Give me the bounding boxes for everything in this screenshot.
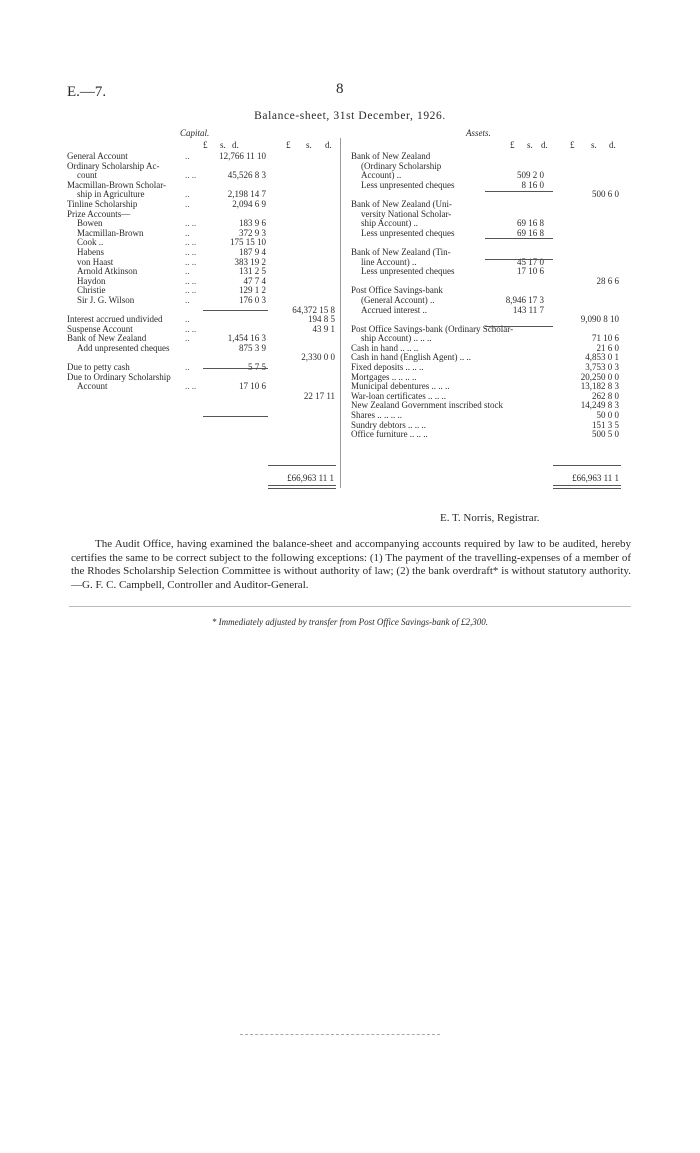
capital-row bbox=[67, 210, 337, 220]
assets-row-outer-amount: 71 10 6 bbox=[592, 333, 619, 344]
capital-row-label: Sir J. G. Wilson bbox=[77, 294, 135, 305]
capital-row-inner-amount: 2,198 14 7 bbox=[227, 189, 266, 200]
assets-row-label: ship Account) .. bbox=[361, 218, 418, 229]
assets-row-outer-amount: 9,090 8 10 bbox=[580, 314, 619, 325]
capital-row-leader: .. .. bbox=[185, 275, 197, 286]
capital-row-inner-amount: 183 9 6 bbox=[239, 218, 266, 229]
capital-row-inner-amount: 2,094 6 9 bbox=[232, 198, 266, 209]
audit-certificate bbox=[71, 538, 631, 592]
capital-due-rule bbox=[203, 416, 268, 417]
assets-row-outer-amount: 500 5 0 bbox=[592, 429, 619, 440]
assets-row-label: Accrued interest .. bbox=[361, 304, 427, 315]
column-divider bbox=[340, 138, 341, 488]
assets-row-outer-amount: 20,250 0 0 bbox=[580, 371, 619, 382]
capital-row-inner-amount: 17 10 6 bbox=[239, 381, 266, 392]
capital-row-label: Arnold Atkinson bbox=[77, 266, 138, 277]
assets-total-double-rule bbox=[553, 485, 621, 489]
assets-col-pounds-2: £ bbox=[570, 140, 575, 150]
assets-heading: Assets. bbox=[466, 128, 491, 138]
capital-col-shillings-2: s. bbox=[306, 140, 312, 150]
capital-row-label: Due to petty cash bbox=[67, 362, 130, 373]
assets-row-label: Municipal debentures .. .. .. bbox=[351, 381, 450, 392]
assets-row-inner-amount: 45 17 0 bbox=[517, 256, 544, 267]
capital-row-outer-amount: 22 17 11 bbox=[303, 390, 335, 401]
assets-row-label: versity National Scholar- bbox=[361, 208, 452, 219]
capital-row-leader: .. bbox=[185, 314, 190, 325]
capital-row bbox=[67, 382, 337, 392]
assets-row-inner-amount: 69 16 8 bbox=[517, 218, 544, 229]
capital-row-leader: .. bbox=[185, 227, 190, 238]
assets-row-label: Mortgages .. .. .. .. bbox=[351, 371, 417, 382]
assets-col-pence-1: d. bbox=[541, 140, 548, 150]
assets-table bbox=[351, 152, 621, 440]
capital-row-label: Habens bbox=[77, 246, 104, 257]
assets-row bbox=[351, 229, 621, 239]
capital-row-inner-amount: 383 19 2 bbox=[234, 256, 266, 267]
assets-row-label: Office furniture .. .. .. bbox=[351, 429, 428, 440]
assets-row-label: Less unpresented cheques bbox=[361, 266, 455, 277]
page-end-rule bbox=[240, 1034, 440, 1035]
assets-row-label: line Account) .. bbox=[361, 256, 417, 267]
assets-row bbox=[351, 181, 621, 191]
capital-row-inner-amount: 12,766 11 10 bbox=[219, 151, 266, 161]
assets-row-label: Bank of New Zealand (Tin- bbox=[351, 246, 451, 257]
capital-total: £66,963 11 1 bbox=[287, 473, 334, 483]
capital-row-leader: .. bbox=[185, 266, 190, 277]
capital-heading: Capital. bbox=[180, 128, 210, 138]
capital-row-label: count bbox=[77, 170, 97, 181]
assets-row-outer-amount: 21 6 0 bbox=[596, 342, 619, 353]
assets-row-inner-amount: 509 2 0 bbox=[517, 170, 544, 181]
assets-row-label: War-loan certificates .. .. .. bbox=[351, 390, 447, 401]
assets-row-label: Post Office Savings-bank (Ordinary Scholar- bbox=[351, 323, 514, 334]
capital-row-label: Add unpresented cheques bbox=[77, 342, 170, 353]
assets-row-inner-amount: 8 16 0 bbox=[521, 179, 544, 190]
assets-row bbox=[351, 267, 621, 277]
capital-row-label: Ordinary Scholarship Ac- bbox=[67, 160, 160, 171]
footnote-rule bbox=[69, 606, 631, 607]
capital-row-inner-amount: 1,454 16 3 bbox=[227, 333, 266, 344]
capital-row-leader: .. bbox=[185, 198, 190, 209]
capital-row-label: Tinline Scholarship bbox=[67, 198, 138, 209]
capital-total-double-rule bbox=[268, 485, 336, 489]
assets-row-outer-amount: 262 8 0 bbox=[592, 390, 619, 401]
capital-row bbox=[67, 392, 337, 402]
capital-row bbox=[67, 238, 337, 248]
capital-row-leader: .. .. bbox=[185, 285, 197, 296]
capital-row-label: von Haast bbox=[77, 256, 114, 267]
capital-row-label: Macmillan-Brown Scholar- bbox=[67, 179, 167, 190]
assets-row-label: Bank of New Zealand bbox=[351, 151, 431, 161]
capital-row bbox=[67, 229, 337, 239]
capital-table bbox=[67, 152, 337, 401]
assets-row-label: ship Account) .. .. .. bbox=[361, 333, 432, 344]
registrar-signature: E. T. Norris, Registrar. bbox=[440, 512, 540, 524]
assets-row-outer-amount: 50 0 0 bbox=[596, 410, 619, 421]
assets-total: £66,963 11 1 bbox=[572, 473, 619, 483]
assets-row-inner-amount: 17 10 6 bbox=[517, 266, 544, 277]
capital-row bbox=[67, 267, 337, 277]
capital-row bbox=[67, 162, 337, 172]
assets-col-shillings-2: s. bbox=[591, 140, 597, 150]
capital-row-inner-amount: 372 9 3 bbox=[239, 227, 266, 238]
capital-row-label: Haydon bbox=[77, 275, 106, 286]
assets-row-label: Account) .. bbox=[361, 170, 402, 181]
assets-row-inner-amount: 8,946 17 3 bbox=[505, 294, 544, 305]
capital-col-pence-1: d. bbox=[232, 140, 239, 150]
assets-rule-4 bbox=[485, 326, 553, 327]
capital-row bbox=[67, 277, 337, 287]
capital-row-outer-amount: 43 9 1 bbox=[312, 323, 335, 334]
capital-row-leader: .. bbox=[185, 294, 190, 305]
capital-row-leader: .. .. bbox=[185, 170, 197, 181]
footnote: * Immediately adjusted by transfer from Post Office Savings-bank of £2,300. bbox=[211, 617, 489, 627]
assets-row-label: Cash in hand (English Agent) .. .. bbox=[351, 352, 471, 363]
capital-row-label: Suspense Account bbox=[67, 323, 133, 334]
assets-row-label: Less unpresented cheques bbox=[361, 227, 455, 238]
assets-row-outer-amount: 28 6 6 bbox=[596, 275, 619, 286]
page-number: 8 bbox=[336, 81, 344, 97]
assets-rule-2 bbox=[485, 238, 553, 239]
assets-row-outer-amount: 13,182 8 3 bbox=[580, 381, 619, 392]
assets-row-label: New Zealand Government inscribed stock bbox=[351, 400, 503, 411]
capital-row-label: Due to Ordinary Scholarship bbox=[67, 371, 171, 382]
assets-row bbox=[351, 430, 621, 440]
assets-row-inner-amount: 69 16 8 bbox=[517, 227, 544, 238]
assets-row-label: Post Office Savings-bank bbox=[351, 285, 443, 296]
capital-row-label: Interest accrued undivided bbox=[67, 314, 163, 325]
capital-row-label: Cook .. bbox=[77, 237, 104, 248]
assets-rule-3 bbox=[485, 259, 553, 260]
page-title: Balance-sheet, 31st December, 1926. bbox=[254, 110, 446, 122]
capital-row-leader: .. .. bbox=[185, 323, 197, 334]
capital-row-label: Account bbox=[77, 381, 108, 392]
capital-row bbox=[67, 344, 337, 354]
assets-row-outer-amount: 4,853 0 1 bbox=[585, 352, 619, 363]
capital-col-pounds-2: £ bbox=[286, 140, 291, 150]
capital-row-leader: .. .. bbox=[185, 237, 197, 248]
capital-col-pounds-1: £ bbox=[203, 140, 208, 150]
capital-row-leader: .. bbox=[185, 151, 190, 161]
assets-row-label: Less unpresented cheques bbox=[361, 179, 455, 190]
capital-row-inner-amount: 47 7 4 bbox=[243, 275, 266, 286]
capital-row-leader: .. .. bbox=[185, 218, 197, 229]
capital-total-rule bbox=[268, 465, 336, 466]
capital-row-inner-amount: 129 1 2 bbox=[239, 285, 266, 296]
capital-row-inner-amount: 187 9 4 bbox=[239, 246, 266, 257]
capital-row-label: General Account bbox=[67, 151, 128, 161]
capital-row-inner-amount: 175 15 10 bbox=[230, 237, 266, 248]
assets-total-rule bbox=[553, 465, 621, 466]
capital-row-leader: .. .. bbox=[185, 246, 197, 257]
assets-row-label: Shares .. .. .. .. bbox=[351, 410, 402, 421]
assets-row-label: (General Account) .. bbox=[361, 294, 435, 305]
assets-row-label: Fixed deposits .. .. .. bbox=[351, 362, 424, 373]
capital-row-inner-amount: 131 2 5 bbox=[239, 266, 266, 277]
capital-row-label: Bank of New Zealand bbox=[67, 333, 147, 344]
assets-row-outer-amount: 14,249 8 3 bbox=[580, 400, 619, 411]
capital-row-label: Bowen bbox=[77, 218, 103, 229]
capital-row-label: Prize Accounts— bbox=[67, 208, 131, 219]
capital-row-label: Macmillan-Brown bbox=[77, 227, 144, 238]
capital-row-inner-amount: 45,526 8 3 bbox=[227, 170, 266, 181]
assets-row-outer-amount: 3,753 0 3 bbox=[585, 362, 619, 373]
capital-row-outer-amount: 2,330 0 0 bbox=[301, 352, 335, 363]
assets-rule-1 bbox=[485, 191, 553, 192]
assets-row-outer-amount: 500 6 0 bbox=[592, 189, 619, 200]
assets-row-label: (Ordinary Scholarship bbox=[361, 160, 442, 171]
audit-text: The Audit Office, having examined the balance-sheet and accompanying accounts required by law to be audited, hereby certifies the same to be correct subject to the following exceptions: (1) The payment of the travelling-expenses of a member of the Rhodes Scholarship Selection Committee is without authority of law; (2) the bank overdraft* is without statutory authority.—G. F. C. Campbell, Controller and Auditor-General. bbox=[71, 538, 631, 591]
capital-row-inner-amount: 875 3 9 bbox=[239, 342, 266, 353]
assets-col-pence-2: d. bbox=[609, 140, 616, 150]
capital-row-leader: .. bbox=[185, 362, 190, 373]
capital-subtotal-rule bbox=[203, 310, 268, 311]
report-code: E.—7. bbox=[67, 84, 107, 100]
assets-row-label: Bank of New Zealand (Uni- bbox=[351, 198, 452, 209]
assets-row-label: Cash in hand .. .. .. bbox=[351, 342, 419, 353]
capital-row-inner-amount: 176 0 3 bbox=[239, 294, 266, 305]
capital-col-shillings-1: s. bbox=[220, 140, 226, 150]
capital-row-outer-amount: 194 8 5 bbox=[308, 314, 335, 325]
capital-bank-rule bbox=[203, 368, 268, 369]
capital-row-leader: .. .. bbox=[185, 381, 197, 392]
capital-row-leader: .. bbox=[185, 333, 190, 344]
capital-row-leader: .. bbox=[185, 189, 190, 200]
assets-col-pounds-1: £ bbox=[510, 140, 515, 150]
assets-col-shillings-1: s. bbox=[527, 140, 533, 150]
capital-row-outer-amount: 64,372 15 8 bbox=[292, 304, 335, 315]
assets-row-label: Sundry debtors .. .. .. bbox=[351, 419, 426, 430]
assets-row-inner-amount: 143 11 7 bbox=[512, 304, 544, 315]
capital-row-label: ship in Agriculture bbox=[77, 189, 145, 200]
capital-row-label: Christie bbox=[77, 285, 106, 296]
capital-col-pence-2: d. bbox=[325, 140, 332, 150]
capital-row-inner-amount: 5 7 5 bbox=[248, 362, 266, 373]
assets-row-outer-amount: 151 3 5 bbox=[592, 419, 619, 430]
capital-row-leader: .. .. bbox=[185, 256, 197, 267]
